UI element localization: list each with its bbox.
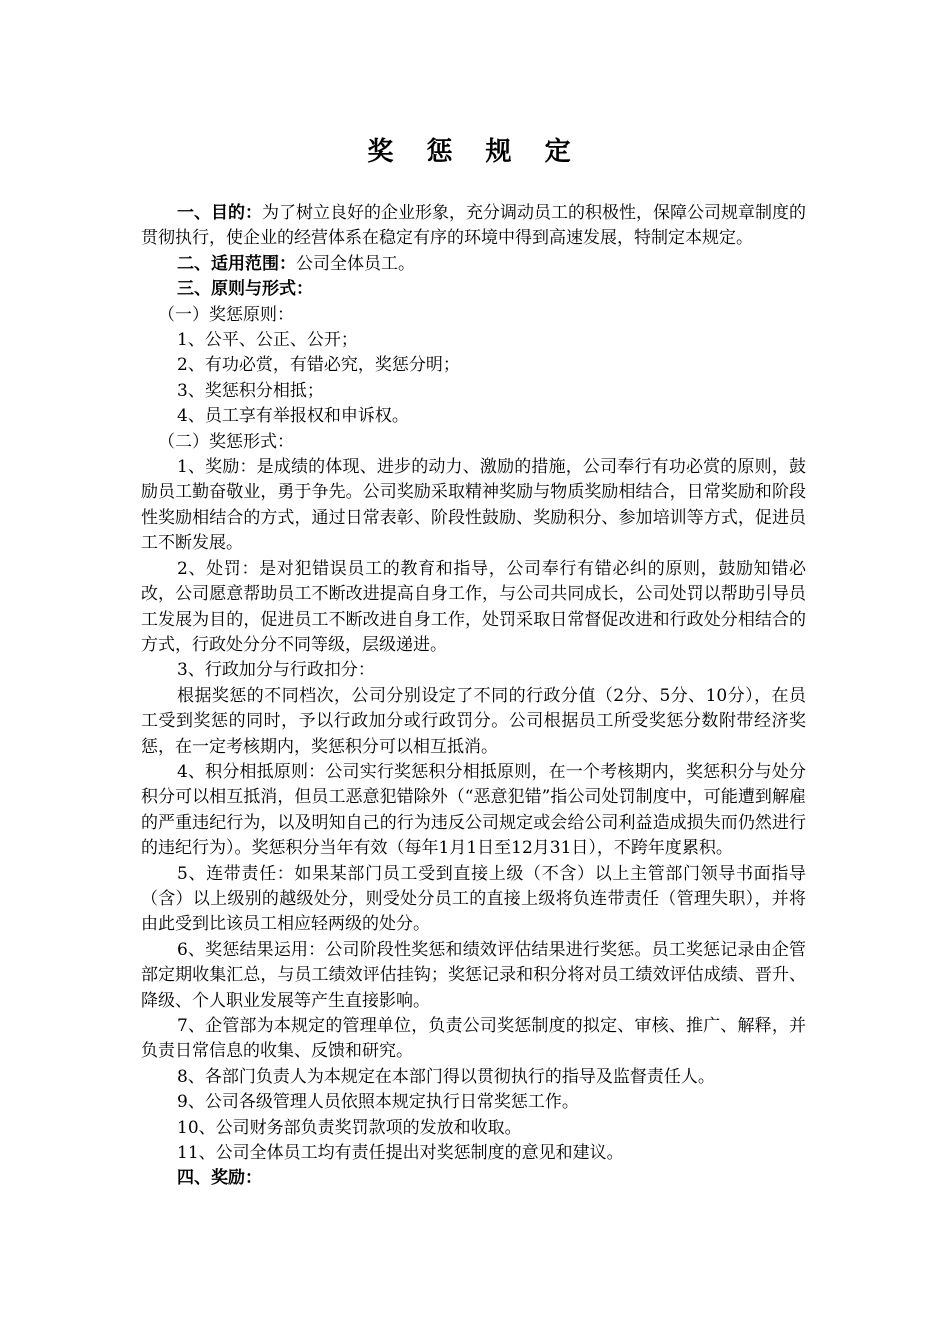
document-body xyxy=(141,201,806,1192)
subsection-forms-heading: （二）奖惩形式： xyxy=(158,431,294,452)
section-scope xyxy=(141,252,806,277)
form-item: 10、公司财务部负责奖罚款项的发放和收取。 xyxy=(177,1117,522,1138)
section-purpose xyxy=(141,201,806,252)
section-scope-text: 公司全体员工。 xyxy=(296,253,415,274)
principle-item: 1、公平、公正、公开； xyxy=(177,330,358,351)
section-rewards-label: 四、奖励： xyxy=(177,1168,262,1189)
form-item: 1、奖励：是成绩的体现、进步的动力、激励的措施，公司奉行有功必赏的原则，鼓励员工勤奋敬业，勇于争先。公司奖励采取精神奖励与物质奖励相结合，日常奖励和阶段性奖励相结合的方式，通过日常表彰、阶段性鼓励、奖励积分、参加培训等方式，促进员工不断发展。 xyxy=(141,457,806,554)
form-item: 6、奖惩结果运用：公司阶段性奖惩和绩效评估结果进行奖惩。员工奖惩记录由企管部定期收集汇总，与员工绩效评估挂钩；奖惩记录和积分将对员工绩效评估成绩、晋升、降级、个人职业发展等产生直接影响。 xyxy=(141,939,806,1011)
document-title: 奖 惩 规 定 xyxy=(367,137,583,167)
section-purpose-text: 为了树立良好的企业形象，充分调动员工的积极性，保障公司规章制度的贯彻执行，使企业的经营体系在稳定有序的环境中得到高速发展，特制定本规定。 xyxy=(141,203,806,249)
form-item: 8、各部门负责人为本规定在本部门得以贯彻执行的指导及监督责任人。 xyxy=(177,1066,715,1087)
form-item: 9、公司各级管理人员依照本规定执行日常奖惩工作。 xyxy=(177,1092,579,1113)
subsection-principles-heading: （一）奖惩原则： xyxy=(158,304,294,325)
section-scope-label: 二、适用范围： xyxy=(177,253,296,274)
section-purpose-label: 一、目的： xyxy=(177,203,262,223)
form-item: 7、企管部为本规定的管理单位，负责公司奖惩制度的拟定、审核、推广、解释，并负责日常信息的收集、反馈和研究。 xyxy=(141,1016,806,1062)
form-item: 5、连带责任：如果某部门员工受到直接上级（不含）以上主管部门领导书面指导（含）以上级别的越级处分，则受处分员工的直接上级将负连带责任（管理失职），并将由此受到比该员工相应轻两级的处分。 xyxy=(141,863,806,935)
principle-item: 2、有功必赏，有错必究，奖惩分明； xyxy=(177,355,460,376)
form-item: 3、行政加分与行政扣分： xyxy=(177,660,375,681)
form-item: 4、积分相抵原则：公司实行奖惩积分相抵原则，在一个考核期内，奖惩积分与处分积分可以相互抵消，但员工恶意犯错除外（“恶意犯错”指公司处罚制度中，可能遭到解雇的严重违纪行为，以及明知自己的行为违反公司规定或会给公司利益造成损失而仍然进行的违纪行为）。奖惩积分当年有效（每年1月1日至12月31日），不跨年度累积。 xyxy=(141,761,806,859)
section-principles-forms-label: 三、原则与形式： xyxy=(177,279,313,300)
principle-item: 4、员工享有举报权和申诉权。 xyxy=(177,406,409,427)
principle-item: 3、奖惩积分相抵； xyxy=(177,380,324,401)
form-item: 根据奖惩的不同档次，公司分别设定了不同的行政分值（2分、5分、10分），在员工受到奖惩的同时，予以行政加分或行政罚分。公司根据员工所受奖惩分数附带经济奖惩，在一定考核期内，奖惩积分可以相互抵消。 xyxy=(141,685,806,757)
form-item: 2、处罚：是对犯错误员工的教育和指导，公司奉行有错必纠的原则，鼓励知错必改，公司愿意帮助员工不断改进提高自身工作，与公司共同成长，公司处罚以帮助引导员工发展为目的，促进员工不断改进自身工作，处罚采取日常督促改进和行政处分相结合的方式，行政处分分不同等级，层级递进。 xyxy=(141,558,806,655)
form-item: 11、公司全体员工均有责任提出对奖惩制度的意见和建议。 xyxy=(177,1143,624,1164)
section-principles-forms xyxy=(141,277,806,302)
section-rewards xyxy=(141,1166,806,1191)
